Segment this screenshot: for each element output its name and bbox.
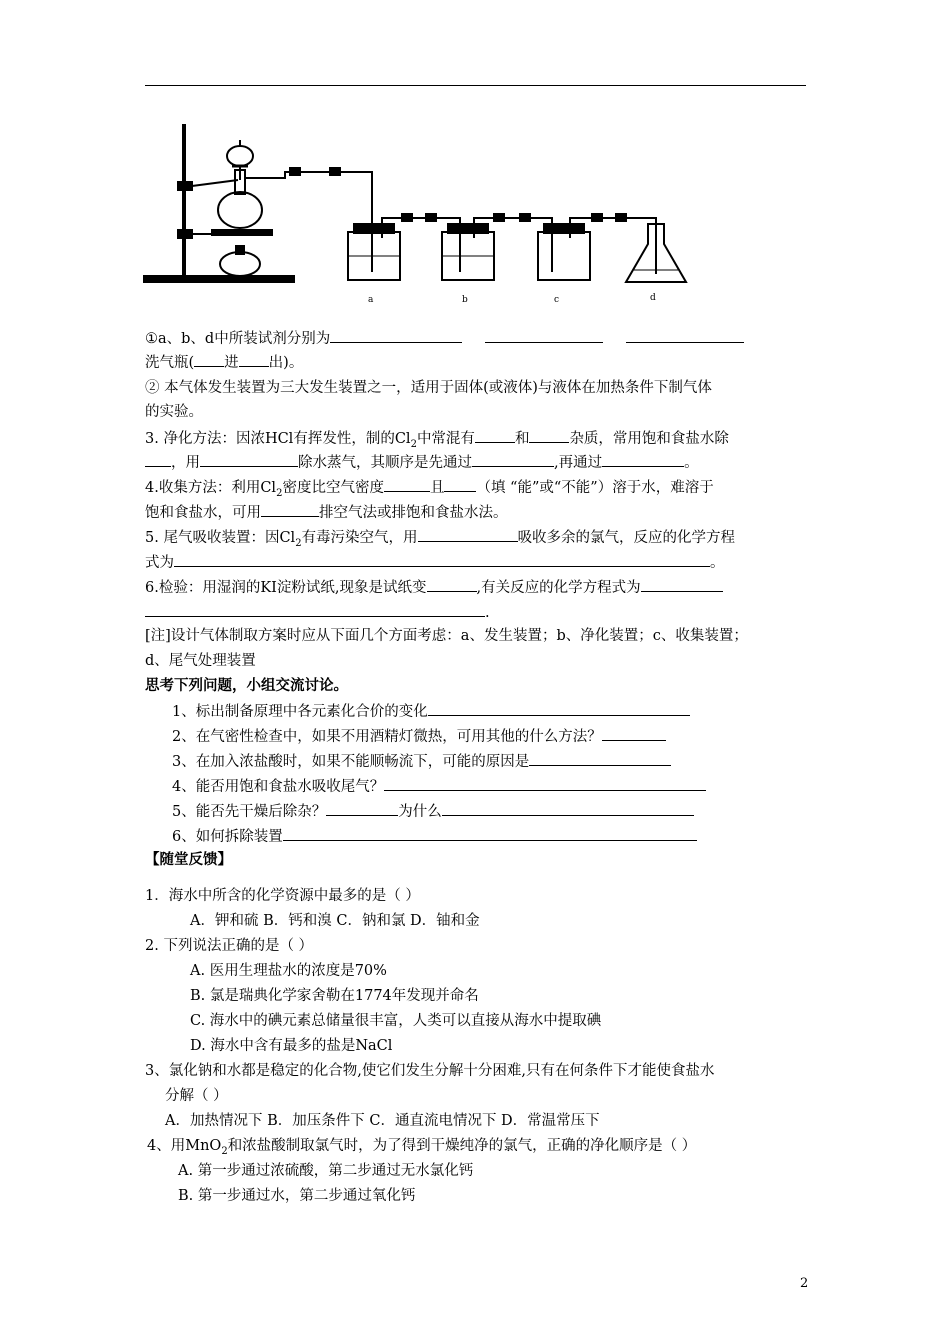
text: 进	[224, 355, 239, 371]
feedback-q2: 2. 下列说法正确的是（ ）	[145, 938, 314, 954]
text: 中常混有	[416, 431, 475, 447]
question-1	[172, 701, 690, 722]
text: 为什么	[398, 804, 442, 820]
page-number: 2	[800, 1276, 809, 1291]
text: 吸收多余的氯气，反应的化学方程	[517, 530, 736, 546]
question-5	[172, 801, 694, 822]
text: 6.检验：用湿润的KI淀粉试纸,现象是试纸变	[145, 580, 427, 596]
subscript: 2	[221, 1145, 228, 1157]
line-note: [注]设计气体制取方案时应从下面几个方面考虑：a、发生装置；b、净化装置；c、收集装置；	[145, 628, 748, 644]
text: 4、用MnO	[147, 1138, 222, 1154]
feedback-q2-d: D. 海水中含有最多的盐是NaCl	[190, 1038, 393, 1054]
line-generator-2: 的实验。	[145, 404, 203, 420]
question-2	[172, 726, 666, 747]
text: 除水蒸气，其顺序是先通过	[298, 455, 472, 471]
text: 出)。	[268, 355, 304, 371]
text: ,有关反应的化学方程式为	[476, 580, 641, 596]
line-test-2	[145, 602, 490, 623]
text: 排空气法或排饱和食盐水法。	[319, 505, 508, 521]
text: 杂质，常用饱和食盐水除	[569, 431, 729, 447]
text: 4、能否用饱和食盐水吸收尾气？	[172, 779, 385, 795]
feedback-q2-b: B. 氯是瑞典化学家舍勒在1774年发现并命名	[190, 988, 479, 1004]
text: 1、标出制备原理中各元素化合价的变化	[172, 704, 428, 720]
label-d: d	[650, 293, 656, 303]
feedback-q4-b: B. 第一步通过水，第二步通过氧化钙	[178, 1188, 416, 1204]
question-3	[172, 751, 671, 772]
feedback-q2-a: A. 医用生理盐水的浓度是70%	[190, 963, 387, 979]
text: .	[485, 605, 490, 621]
subscript: 2	[295, 537, 302, 549]
text: 和	[514, 431, 530, 447]
feedback-q3: 3、氯化钠和水都是稳定的化合物,使它们发生分解十分困难,只有在何条件下才能使食盐水	[145, 1063, 715, 1079]
label-a: a	[368, 295, 374, 305]
question-6	[172, 826, 697, 847]
text: ,再通过	[554, 455, 603, 471]
text: 和浓盐酸制取氯气时，为了得到干燥纯净的氯气，正确的净化顺序是（ ）	[227, 1138, 697, 1154]
question-4	[172, 776, 706, 797]
line-collect-2	[145, 502, 508, 523]
text: （填 “能”或“不能”）溶于水，难溶于	[476, 480, 714, 496]
line-collect	[145, 477, 714, 504]
line-wash-bottle	[145, 352, 303, 373]
text: 洗气瓶(	[145, 355, 195, 371]
text: ，用	[171, 455, 200, 471]
line-purify	[145, 428, 729, 455]
top-rule	[145, 85, 806, 86]
apparatus-diagram	[140, 120, 700, 305]
text: 4.收集方法：利用Cl	[145, 480, 277, 496]
feedback-q1-options: A．钾和硫 B．钙和溴 C．钠和氯 D．铀和金	[190, 913, 480, 929]
line-test	[145, 577, 723, 598]
subscript: 2	[276, 487, 283, 499]
feedback-q3-b: 分解（ ）	[165, 1088, 228, 1104]
text: 。	[684, 455, 699, 471]
line-generator: ② 本气体发生装置为三大发生装置之一，适用于固体(或液体)与液体在加热条件下制气体	[145, 380, 712, 396]
text: 密度比空气密度	[282, 480, 384, 496]
feedback-q4-a: A. 第一步通过浓硫酸，第二步通过无水氯化钙	[178, 1163, 474, 1179]
text: 式为	[145, 555, 174, 571]
label-b: b	[462, 295, 468, 305]
subscript: 2	[410, 438, 417, 450]
text: 饱和食盐水，可用	[145, 505, 261, 521]
feedback-q2-c: C. 海水中的碘元素总储量很丰富，人类可以直接从海水中提取碘	[190, 1013, 602, 1029]
feedback-q1: 1．海水中所含的化学资源中最多的是（ ）	[145, 888, 420, 904]
text: 2、在气密性检查中，如果不用酒精灯微热，可用其他的什么方法？	[172, 729, 602, 745]
text: 且	[429, 480, 445, 496]
label-c: c	[554, 295, 560, 305]
text: 5、能否先干燥后除杂？	[172, 804, 327, 820]
text: 6、如何拆除装置	[172, 829, 283, 845]
discussion-heading: 思考下列问题，小组交流讨论。	[145, 678, 348, 694]
text: 3. 净化方法：因浓HCl有挥发性，制的Cl	[145, 431, 411, 447]
feedback-heading: 【随堂反馈】	[145, 852, 232, 868]
text: ①a、b、d中所装试剂分别为	[145, 331, 331, 347]
text: 。	[710, 555, 725, 571]
text: 有毒污染空气，用	[301, 530, 418, 546]
stand-base	[144, 276, 294, 282]
line-tail-gas	[145, 527, 735, 554]
feedback-q3-options: A．加热情况下 B．加压条件下 C．通直流电情况下 D．常温常压下	[165, 1113, 600, 1129]
text: 3、在加入浓盐酸时，如果不能顺畅流下，可能的原因是	[172, 754, 530, 770]
line-note-2: d、尾气处理装置	[145, 653, 256, 669]
text: 5. 尾气吸收装置：因Cl	[145, 530, 296, 546]
line-equation	[145, 552, 725, 573]
line-purify-2	[145, 452, 699, 473]
line-reagents	[145, 328, 744, 349]
feedback-q4	[147, 1136, 696, 1162]
